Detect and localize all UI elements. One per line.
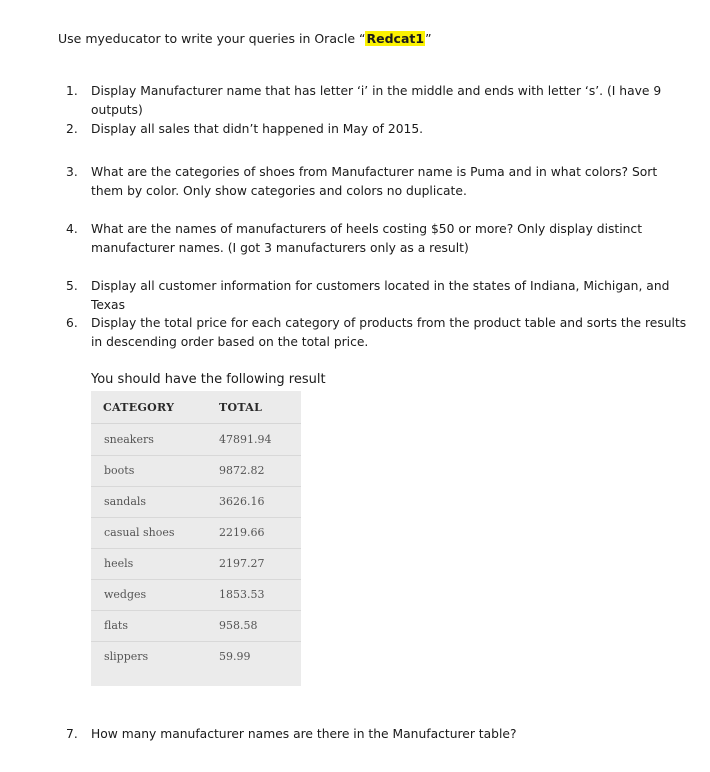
question-text: Display all customer information for customers located in the states of Indiana, Michigan, and Texas bbox=[91, 279, 670, 312]
category-header: CATEGORY bbox=[103, 401, 175, 414]
question-4 bbox=[66, 220, 691, 258]
question-text: Display all sales that didn’t happened in May of 2015. bbox=[91, 122, 424, 136]
result-table bbox=[91, 391, 301, 686]
question-text: How many manufacturer names are there in the Manufacturer table? bbox=[91, 727, 517, 741]
question-number: 7. bbox=[66, 727, 78, 741]
total-cell: 47891.94 bbox=[219, 433, 272, 446]
table-row bbox=[91, 486, 301, 518]
category-cell: sandals bbox=[104, 495, 147, 508]
total-cell: 2219.66 bbox=[219, 526, 265, 539]
question-5 bbox=[66, 277, 691, 315]
result-label: You should have the following result bbox=[91, 372, 326, 387]
total-cell: 9872.82 bbox=[219, 464, 265, 477]
question-number: 6. bbox=[66, 316, 78, 330]
category-cell: flats bbox=[104, 619, 128, 632]
question-number: 1. bbox=[66, 84, 78, 98]
total-cell: 958.58 bbox=[219, 619, 258, 632]
category-cell: sneakers bbox=[104, 433, 154, 446]
question-number: 2. bbox=[66, 122, 78, 136]
category-cell: wedges bbox=[104, 588, 147, 601]
table-row bbox=[91, 579, 301, 611]
total-cell: 1853.53 bbox=[219, 588, 265, 601]
intro-suffix: ” bbox=[425, 31, 432, 46]
category-cell: heels bbox=[104, 557, 134, 570]
total-cell: 2197.27 bbox=[219, 557, 265, 570]
category-cell: slippers bbox=[104, 650, 149, 663]
question-text: What are the names of manufacturers of heels costing $50 or more? Only display distinct manufacturer names. (I got 3 manufacturers only as a result) bbox=[91, 222, 643, 255]
table-row bbox=[91, 641, 301, 672]
schema-name-highlight: Redcat1 bbox=[366, 31, 425, 46]
question-3 bbox=[66, 163, 691, 201]
table-row bbox=[91, 424, 301, 456]
table-header-row bbox=[91, 391, 301, 424]
question-number: 3. bbox=[66, 165, 78, 179]
question-2 bbox=[66, 120, 691, 139]
question-number: 4. bbox=[66, 222, 78, 236]
question-text: Display Manufacturer name that has letter ‘i’ in the middle and ends with letter ‘s’. (I have 9 outputs) bbox=[91, 84, 662, 117]
question-6 bbox=[66, 314, 691, 352]
total-header: TOTAL bbox=[219, 401, 263, 414]
question-text: Display the total price for each category of products from the product table and sorts the results in descending order based on the total price. bbox=[91, 316, 687, 349]
table-row bbox=[91, 548, 301, 580]
question-1 bbox=[66, 82, 691, 120]
intro-line bbox=[58, 31, 432, 46]
intro-prefix: Use myeducator to write your queries in Oracle “ bbox=[58, 31, 366, 46]
table-row bbox=[91, 455, 301, 487]
category-cell: boots bbox=[104, 464, 135, 477]
question-number: 5. bbox=[66, 279, 78, 293]
table-row bbox=[91, 610, 301, 642]
question-7 bbox=[66, 725, 691, 744]
table-row bbox=[91, 517, 301, 549]
total-cell: 59.99 bbox=[219, 650, 251, 663]
category-cell: casual shoes bbox=[104, 526, 175, 539]
question-text: What are the categories of shoes from Manufacturer name is Puma and in what colors? Sort them by color. Only show categories and colors no duplicate. bbox=[91, 165, 658, 198]
total-cell: 3626.16 bbox=[219, 495, 265, 508]
